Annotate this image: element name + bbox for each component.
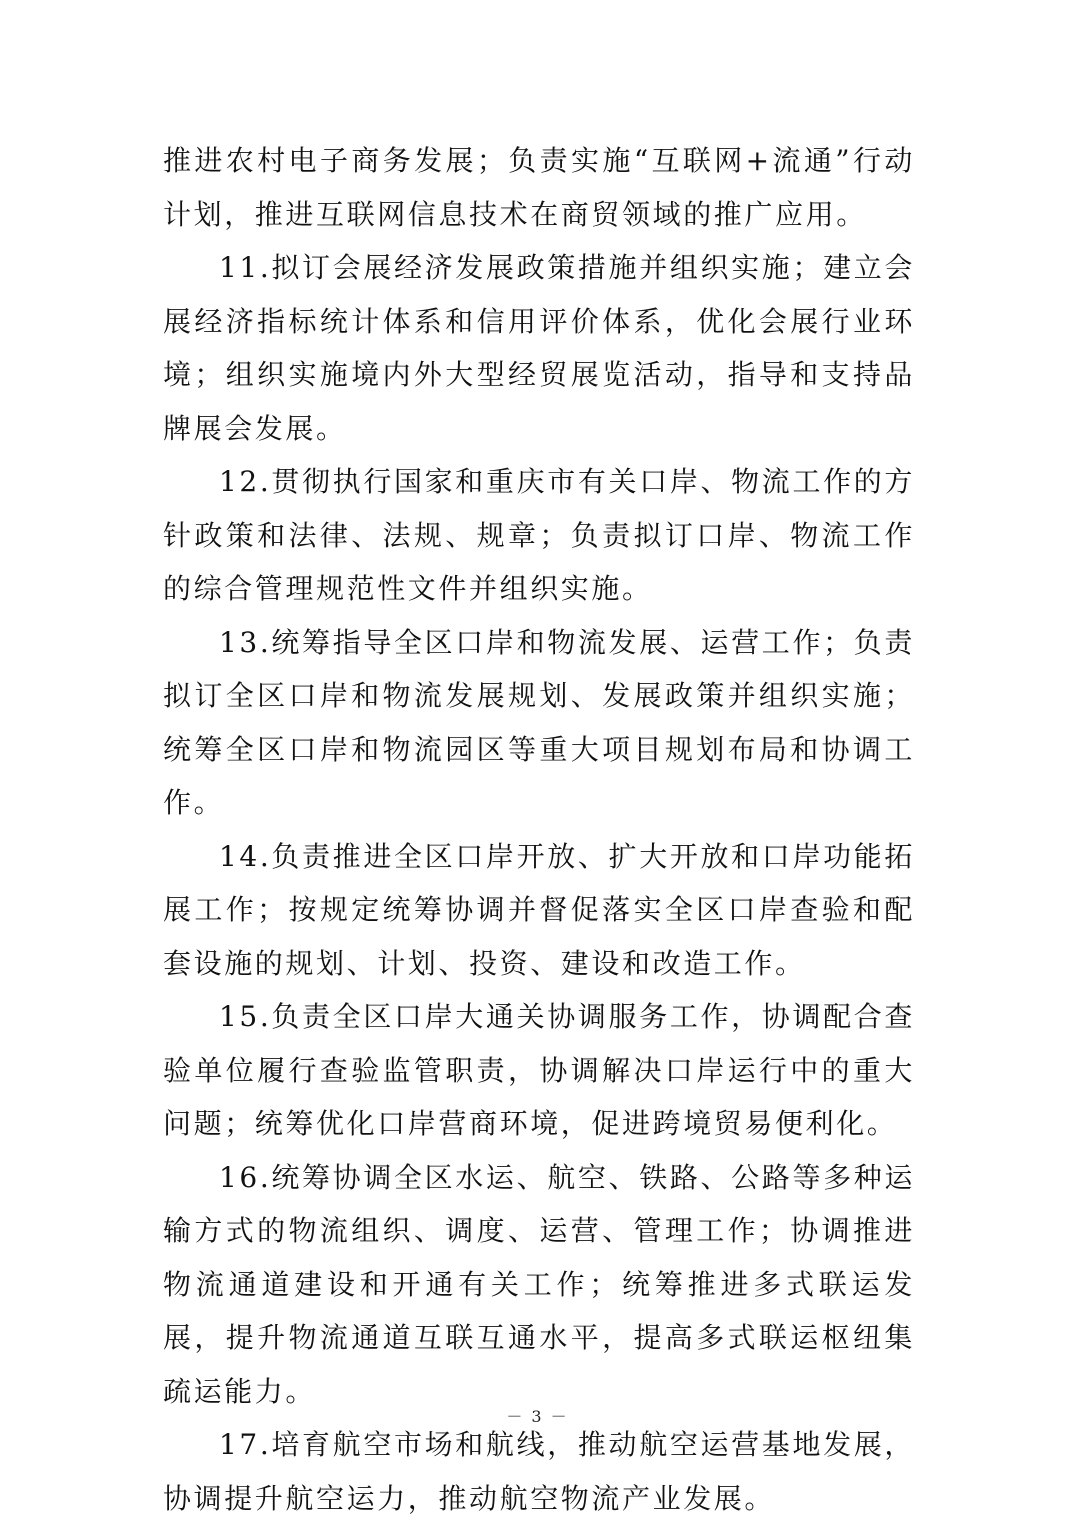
paragraph-item-17: 17.培育航空市场和航线，推动航空运营基地发展，协调提升航空运力，推动航空物流产业发展。 <box>163 1428 915 1515</box>
paragraph-item-16: 16.统筹协调全区水运、航空、铁路、公路等多种运输方式的物流组织、调度、运营、管理工作；协调推进物流通道建设和开通有关工作；统筹推进多式联运发展，提升物流通道互联互通水平，提高多式联运枢纽集疏运能力。 <box>163 1160 915 1408</box>
page-number: － 3 － <box>506 1407 569 1426</box>
document-body <box>163 134 915 1525</box>
paragraph-item-14: 14.负责推进全区口岸开放、扩大开放和口岸功能拓展工作；按规定统筹协调并督促落实全区口岸查验和配套设施的规划、计划、投资、建设和改造工作。 <box>163 839 915 980</box>
paragraph-item-11: 11.拟订会展经济发展政策措施并组织实施；建立会展经济指标统计体系和信用评价体系，优化会展行业环境；组织实施境内外大型经贸展览活动，指导和支持品牌展会发展。 <box>163 251 915 445</box>
paragraph-item-12: 12.贯彻执行国家和重庆市有关口岸、物流工作的方针政策和法律、法规、规章；负责拟订口岸、物流工作的综合管理规范性文件并组织实施。 <box>163 465 915 605</box>
paragraph-continuation: 推进农村电子商务发展；负责实施“互联网+流通”行动计划，推进互联网信息技术在商贸领域的推广应用。 <box>163 144 915 231</box>
paragraph-item-15: 15.负责全区口岸大通关协调服务工作，协调配合查验单位履行查验监管职责，协调解决口岸运行中的重大问题；统筹优化口岸营商环境，促进跨境贸易便利化。 <box>163 1000 915 1140</box>
paragraph-item-13: 13.统筹指导全区口岸和物流发展、运营工作；负责拟订全区口岸和物流发展规划、发展政策并组织实施；统筹全区口岸和物流园区等重大项目规划布局和协调工作。 <box>163 625 915 819</box>
